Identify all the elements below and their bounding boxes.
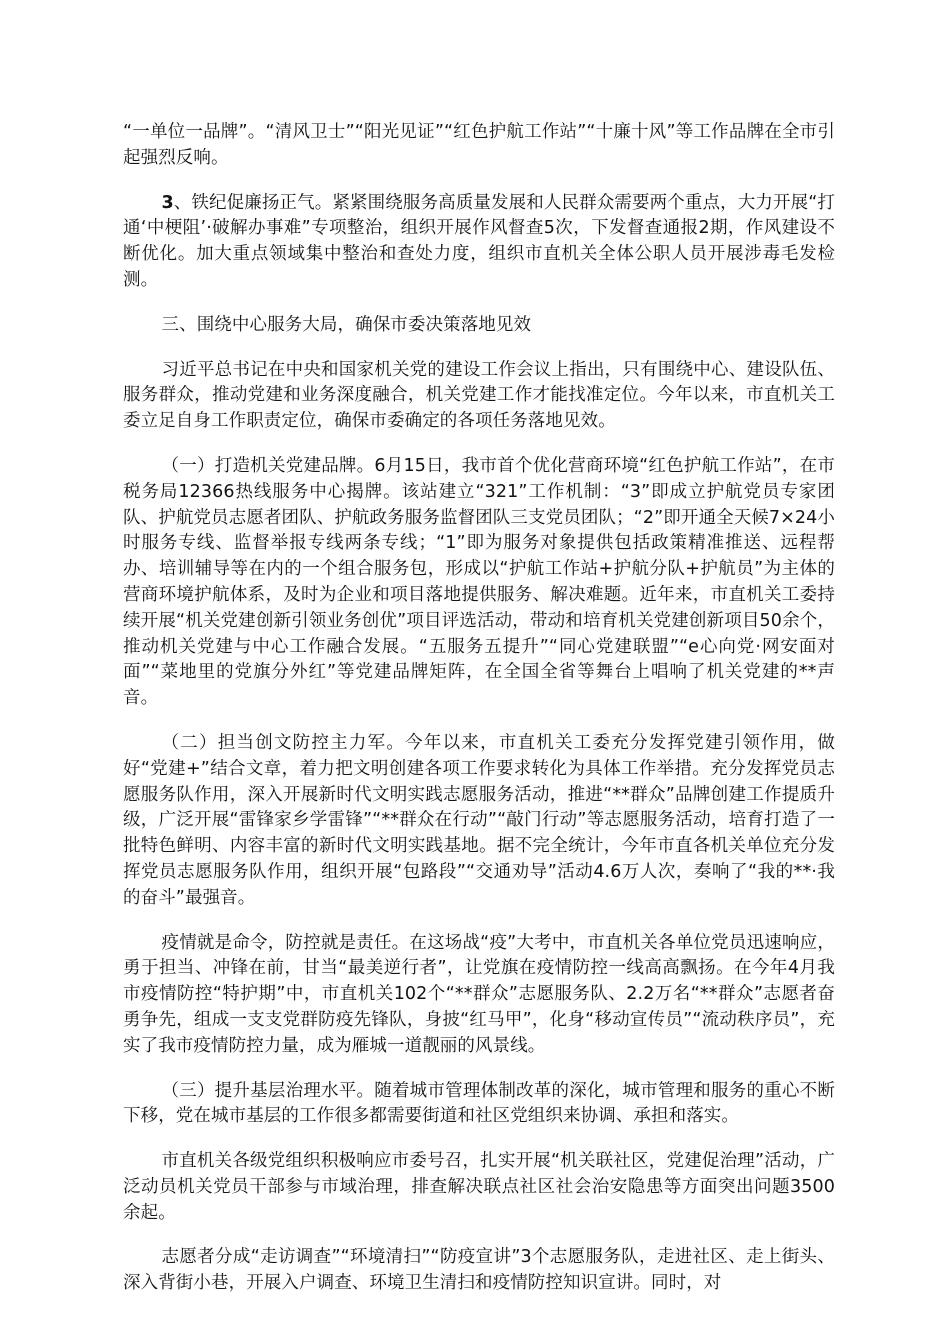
paragraph-civilization: （二）担当创文防控主力军。今年以来，市直机关工委充分发挥党建引领作用，做好“党建+”结合文章，着力把文明创建各项工作要求转化为具体工作举措。充分发挥党员志愿服务队作用，深入开展新时代文明实践志愿服务活动，推进“**群众”品牌创建工作提质升级，广泛开展“雷锋家乡学雷锋”“**群众在行动”“敲门行动”等志愿服务活动，培育打造了一批特色鲜明、内容丰富的新时代文明实践基地。据不完全统计，今年市直各机关单位充分发挥党员志愿服务队作用，组织开展“包路段”“交通劝导”活动4.6万人次，奏响了“我的**·我的奋斗”最强音。 <box>123 732 835 908</box>
paragraph-continuation: “一单位一品牌”。“清风卫士”“阳光见证”“红色护航工作站”“十廉十风”等工作品牌在全市引起强烈反响。 <box>123 122 835 168</box>
paragraph-intro: 习近平总书记在中央和国家机关党的建设工作会议上指出，只有围绕中心、建设队伍、服务群众，推动党建和业务深度融合，机关党建工作才能找准定位。今年以来，市直机关工委立足自身工作职责定位，确保市委确定的各项任务落地见效。 <box>123 359 835 432</box>
section-heading-3: 三、围绕中心服务大局，确保市委决策落地见效 <box>161 314 532 335</box>
item-number: 3 <box>161 192 174 213</box>
paragraph-volunteers: 志愿者分成“走访调查”“环境清扫”“防疫宣讲”3个志愿服务队，走进社区、走上街头、深入背街小巷，开展入户调查、环境卫生清扫和疫情防控知识宣讲。同时，对 <box>123 1247 835 1294</box>
paragraph-grassroots: （三）提升基层治理水平。随着城市管理体制改革的深化，城市管理和服务的重心不断下移，党在城市基层的工作很多都需要街道和社区党组织来协调、承担和落实。 <box>123 1080 835 1127</box>
paragraph-epidemic: 疫情就是命令，防控就是责任。在这场战“疫”大考中，市直机关各单位党员迅速响应，勇于担当、冲锋在前，甘当“最美逆行者”，让党旗在疫情防控一线高高飘扬。在今年4月我市疫情防控“特护期”中，市直机关102个“**群众”志愿服务队、2.2万名“**群众”志愿者奋勇争先，组成一支支党群防疫先锋队，身披“红马甲”，化身“移动宣传员”“流动秩序员”，充实了我市疫情防控力量，成为雁城一道靓丽的风景线。 <box>123 932 835 1056</box>
paragraph-party-brand: （一）打造机关党建品牌。6月15日，我市首个优化营商环境“红色护航工作站”，在市税务局12366热线服务中心揭牌。该站建立“321”工作机制：“3”即成立护航党员专家团队、护航党员志愿者团队、护航政务服务监督团队三支党员团队；“2”即开通全天候7×24小时服务专线、监督举报专线两条专线；“1”即为服务对象提供包括政策精准推送、远程帮办、培训辅导等在内的一个组合服务包，形成以“护航工作站+护航分队+护航员”为主体的营商环境护航体系，及时为企业和项目落地提供服务、解决难题。近年来，市直机关工委持续开展“机关党建创新引领业务创优”项目评选活动，带动和培育机关党建创新项目50余个，推动机关党建与中心工作融合发展。“五服务五提升”“同心党建联盟”“e心向党·网安面对面”“菜地里的党旗分外红”等党建品牌矩阵，在全国全省等舞台上唱响了机关党建的**声音。 <box>123 455 835 709</box>
paragraph-community: 市直机关各级党组织积极响应市委号召，扎实开展“机关联社区，党建促治理”活动，广泛动员机关党员干部参与市域治理，排查解决联点社区社会治安隐患等方面突出问题3500余起。 <box>123 1151 835 1223</box>
paragraph-discipline: 3、铁纪促廉扬正气。紧紧围绕服务高质量发展和人民群众需要两个重点，大力开展“打通‘中梗阻’·破解办事难”专项整治，组织开展作风督查5次，下发督查通报2期，作风建设不断优化。加大重点领域集中整治和查处力度，组织市直机关全体公职人员开展涉毒毛发检测。 <box>123 192 835 290</box>
document-page <box>123 120 835 1316</box>
